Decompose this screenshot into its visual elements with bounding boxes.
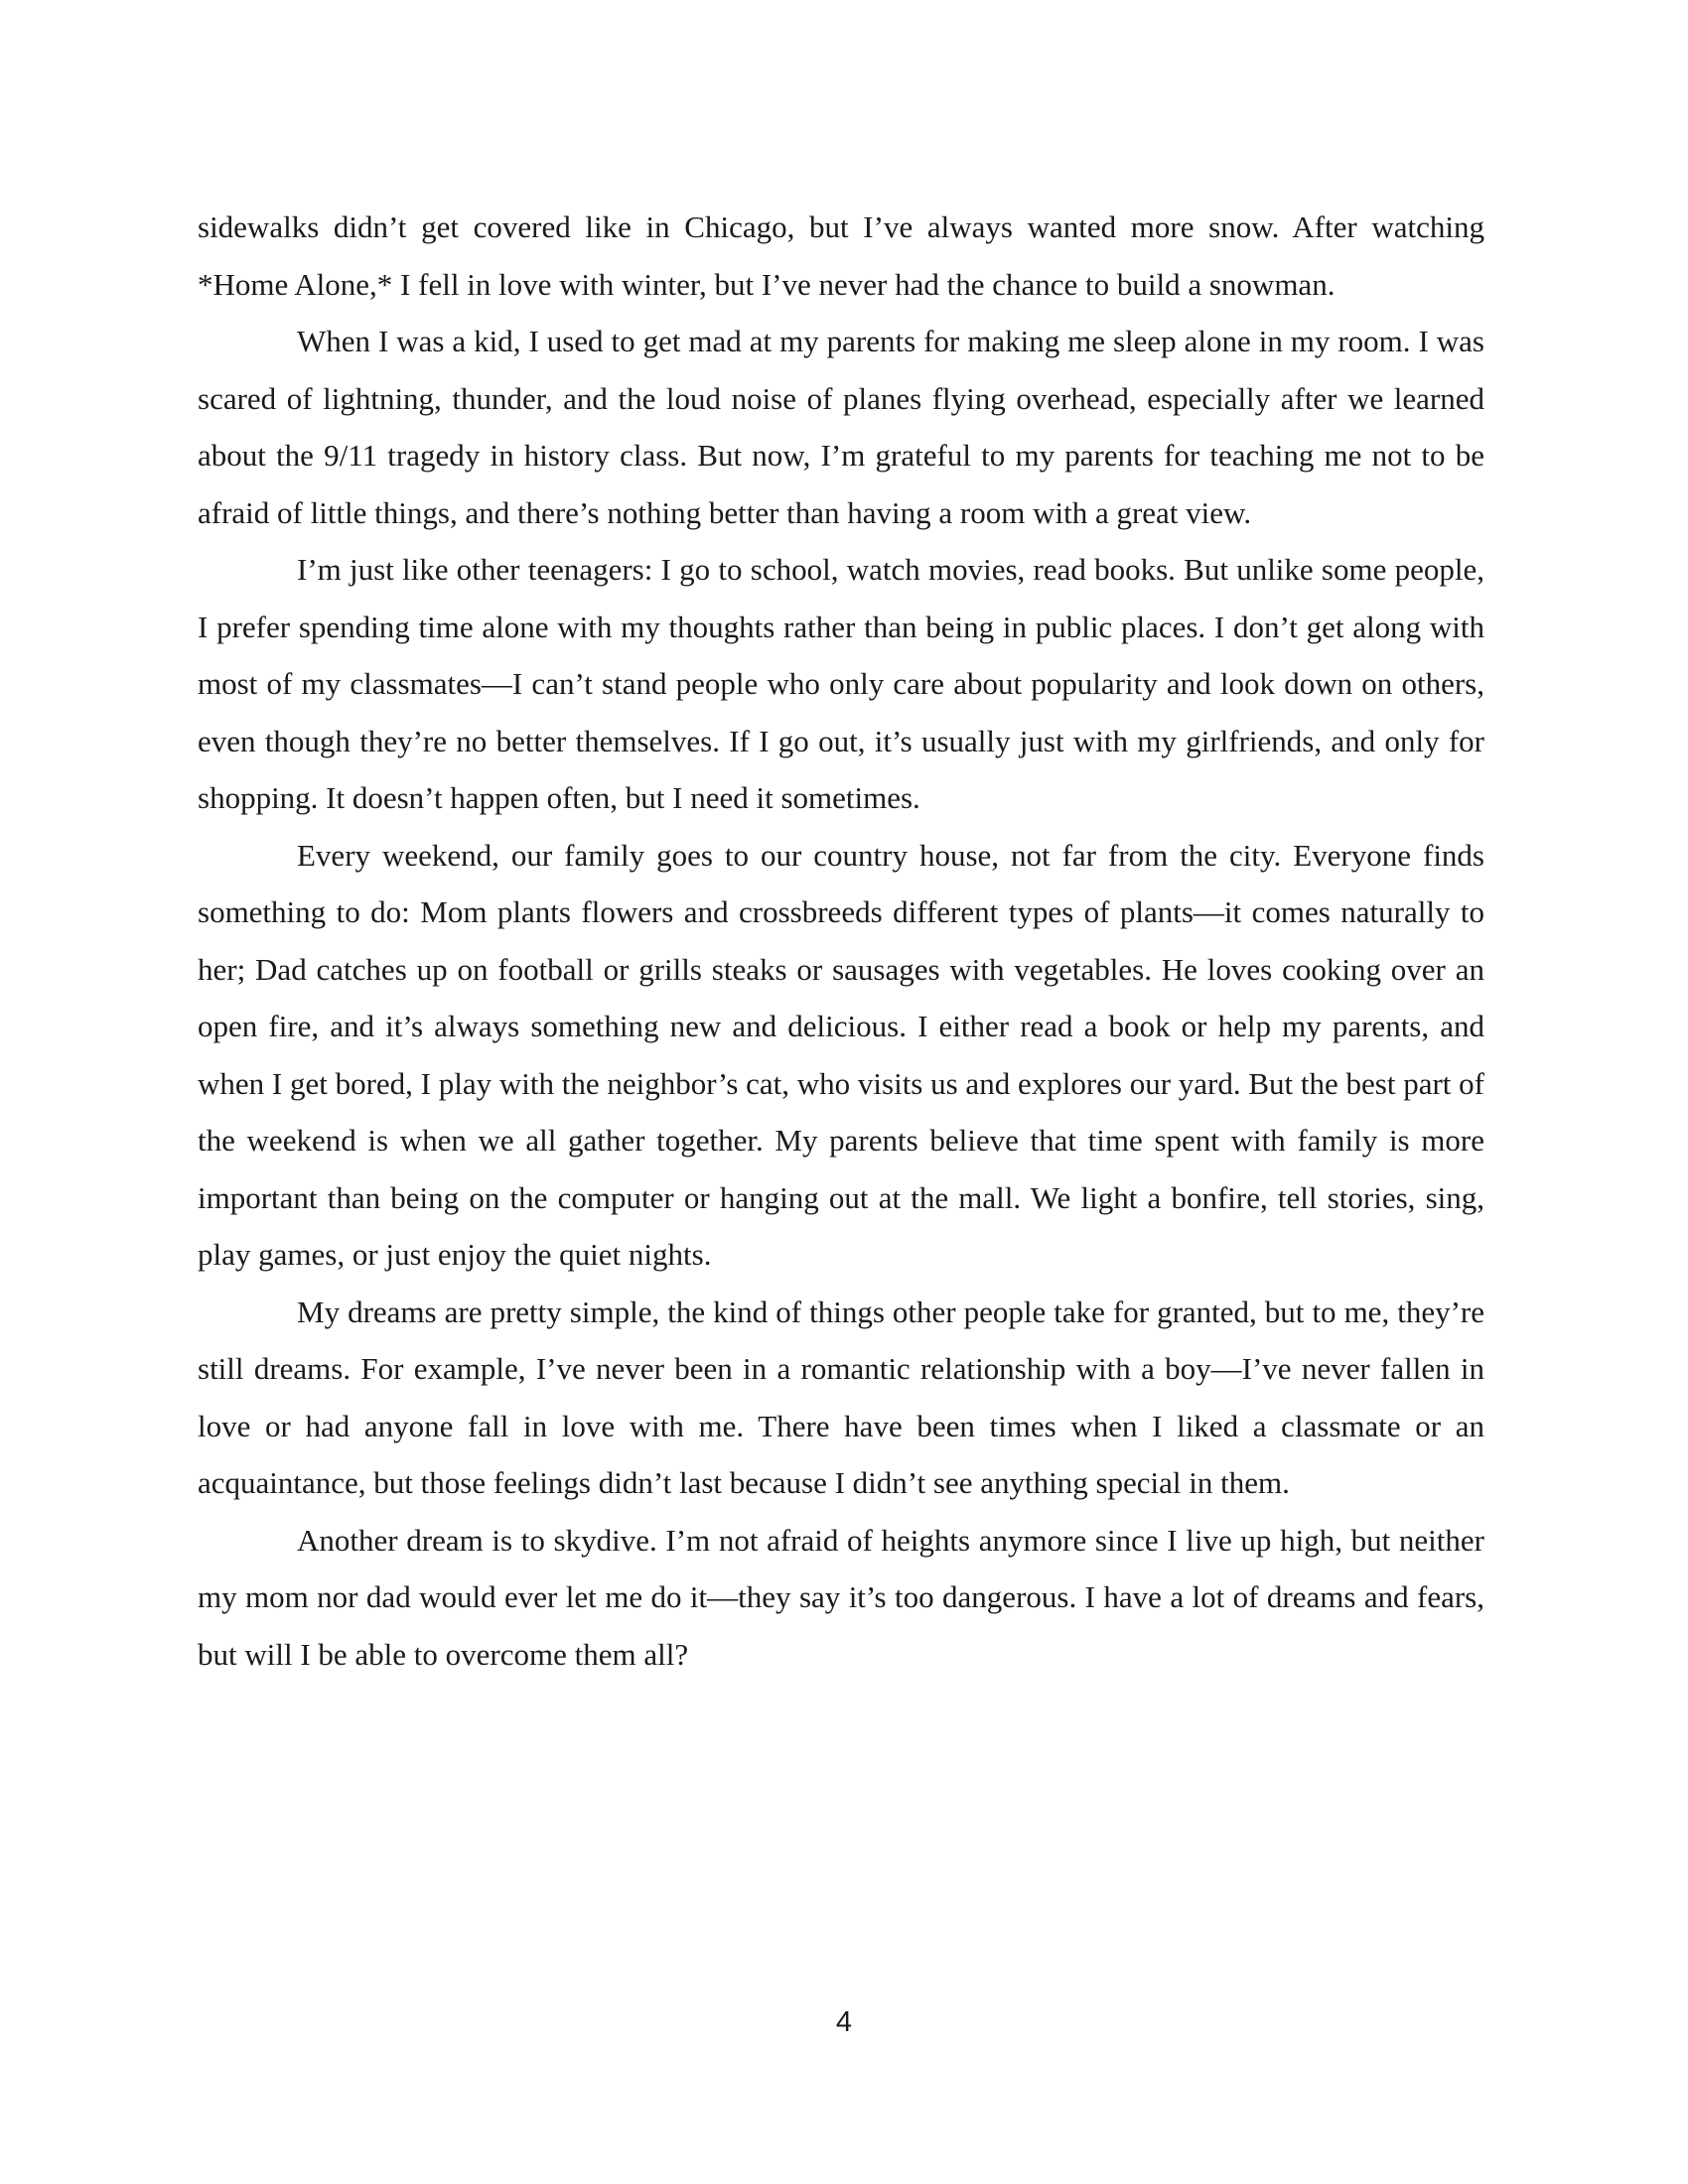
paragraph-weekend: Every weekend, our family goes to our country house, not far from the city. Everyone finds something to do: Mom plants flowers and crossbreeds different types of plants—it comes naturally to her; Dad catches up on football or grills steaks or sausages with vegetables. He loves cooking over an open fire, and it’s always something new and delicious. I either read a book or help my parents, and when I get bored, I play with the neighbor’s cat, who visits us and explores our yard. But the best part of the weekend is when we all gather together. My parents believe that time spent with family is more important than being on the computer or hanging out at the mall. We light a bonfire, tell stories, sing, play games, or just enjoy the quiet nights. — [198, 837, 1484, 1272]
paragraph-continued: sidewalks didn’t get covered like in Chicago, but I’ve always wanted more snow. After watching *Home Alone,* I fell in love with winter, but I’ve never had the chance to build a snowman. — [198, 209, 1484, 302]
paragraph-teenager: I’m just like other teenagers: I go to school, watch movies, read books. But unlike some people, I prefer spending time alone with my thoughts rather than being in public places. I don’t get along with most of my classmates—I can’t stand people who only care about popularity and look down on others, even though they’re no better themselves. If I go out, it’s usually just with my girlfriends, and only for shopping. It doesn’t happen often, but I need it sometimes. — [198, 552, 1484, 815]
paragraph-childhood-fears: When I was a kid, I used to get mad at my parents for making me sleep alone in my room. I was scared of lightning, thunder, and the loud noise of planes flying overhead, especially after we learned about the 9/11 tragedy in history class. But now, I’m grateful to my parents for teaching me not to be afraid of little things, and there’s nothing better than having a room with a great view. — [198, 324, 1484, 530]
body-text — [198, 199, 1484, 1683]
page-number: 4 — [835, 2006, 853, 2038]
paragraph-skydive: Another dream is to skydive. I’m not afraid of heights anymore since I live up high, but neither my mom nor dad would ever let me do it—they say it’s too dangerous. I have a lot of dreams and fears, but will I be able to overcome them all? — [198, 1522, 1484, 1672]
paragraph-dreams: My dreams are pretty simple, the kind of things other people take for granted, but to me, they’re still dreams. For example, I’ve never been in a romantic relationship with a boy—I’ve never fallen in love or had anyone fall in love with me. There have been times when I liked a classmate or an acquaintance, but those feelings didn’t last because I didn’t see anything special in them. — [198, 1294, 1484, 1500]
